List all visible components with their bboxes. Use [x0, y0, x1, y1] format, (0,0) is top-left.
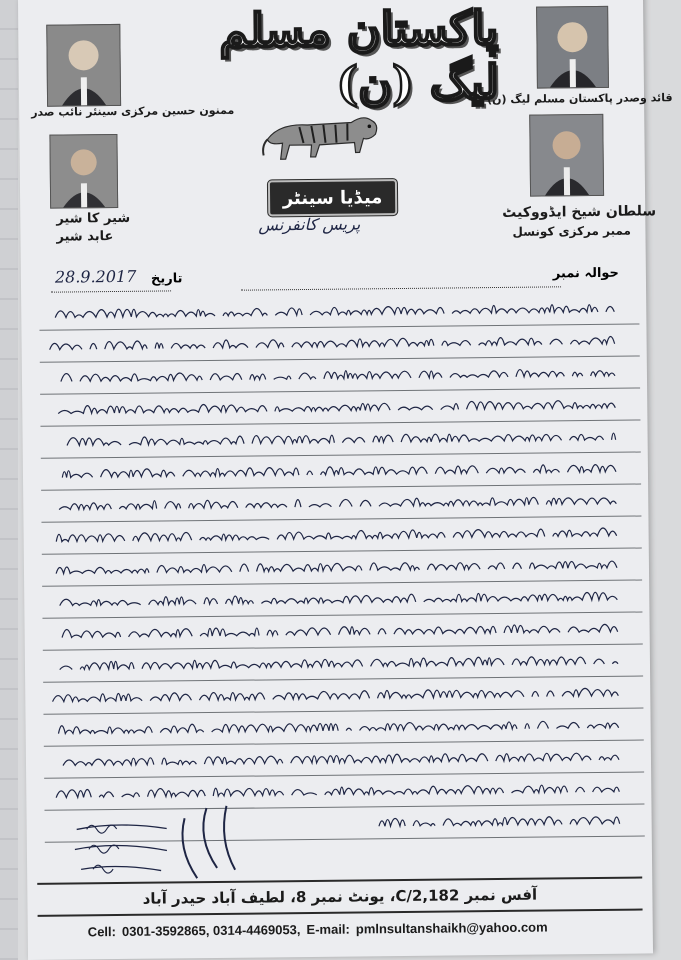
letter-sheet [18, 0, 673, 960]
portrait-mid-left [49, 134, 118, 209]
cell-label: Cell: [87, 924, 117, 940]
date-value: 28.9.2017 [54, 266, 137, 287]
handwriting-scribble [41, 486, 641, 520]
handwriting-scribble [43, 677, 643, 711]
handwriting-scribble [39, 294, 639, 328]
portrait-top-right [536, 6, 609, 89]
caption-top-left: ممنون حسین مرکزی سینئر نائب صدر [31, 103, 235, 119]
signature-mark [56, 798, 257, 890]
reference-number-label: حوالہ نمبر [552, 265, 619, 282]
date-label: تاریخ [150, 271, 183, 287]
email-label: E-mail: [306, 921, 350, 938]
caption-mid-right-line2: ممبر مرکزی کونسل [512, 223, 631, 239]
handwritten-body [39, 292, 645, 858]
handwriting-scribble [42, 613, 642, 647]
cell-numbers: 0301-3592865, 0314-4469053, [121, 922, 301, 939]
handwriting-scribble [43, 645, 643, 679]
handwriting-scribble [41, 454, 641, 488]
handwriting-scribble [43, 709, 643, 743]
handwriting-scribble [40, 358, 640, 392]
handwriting-scribble [40, 422, 640, 456]
press-conference-heading: پریس کانفرنس [258, 214, 361, 235]
caption-mid-left-line2: عابد شیر [56, 229, 114, 245]
caption-top-right: قائد وصدر پاکستان مسلم لیگ (ن) [487, 91, 673, 107]
media-center-badge [268, 179, 397, 216]
handwriting-scribble [42, 549, 642, 583]
contact-line [88, 919, 608, 939]
portrait-top-left [46, 24, 121, 107]
handwriting-scribble [42, 581, 642, 615]
date-line [51, 290, 171, 292]
party-name: پاکستان مسلم لیگ (ن) [219, 0, 500, 111]
office-address-bar [37, 877, 642, 917]
handwriting-scribble [39, 326, 639, 360]
email-address[interactable]: pmlnsultanshaikh@yahoo.com [355, 919, 548, 937]
tiger-emblem-icon [259, 104, 385, 167]
reference-number-line [241, 286, 561, 290]
office-address: آفس نمبر C/2,182، یونٹ نمبر 8، لطیف آباد حیدر آباد [142, 885, 538, 908]
party-title-banner [168, 0, 500, 111]
handwriting-scribble [44, 741, 644, 775]
portrait-mid-right [529, 114, 604, 197]
notebook-edge [0, 0, 18, 960]
media-center-label: میڈیا سینٹر [282, 186, 383, 209]
handwriting-scribble [40, 390, 640, 424]
caption-mid-right-line1: سلطان شیخ ایڈووکیٹ [502, 203, 657, 221]
handwriting-scribble [41, 517, 641, 551]
caption-mid-left-line1: شیر کا شیر [56, 210, 131, 227]
